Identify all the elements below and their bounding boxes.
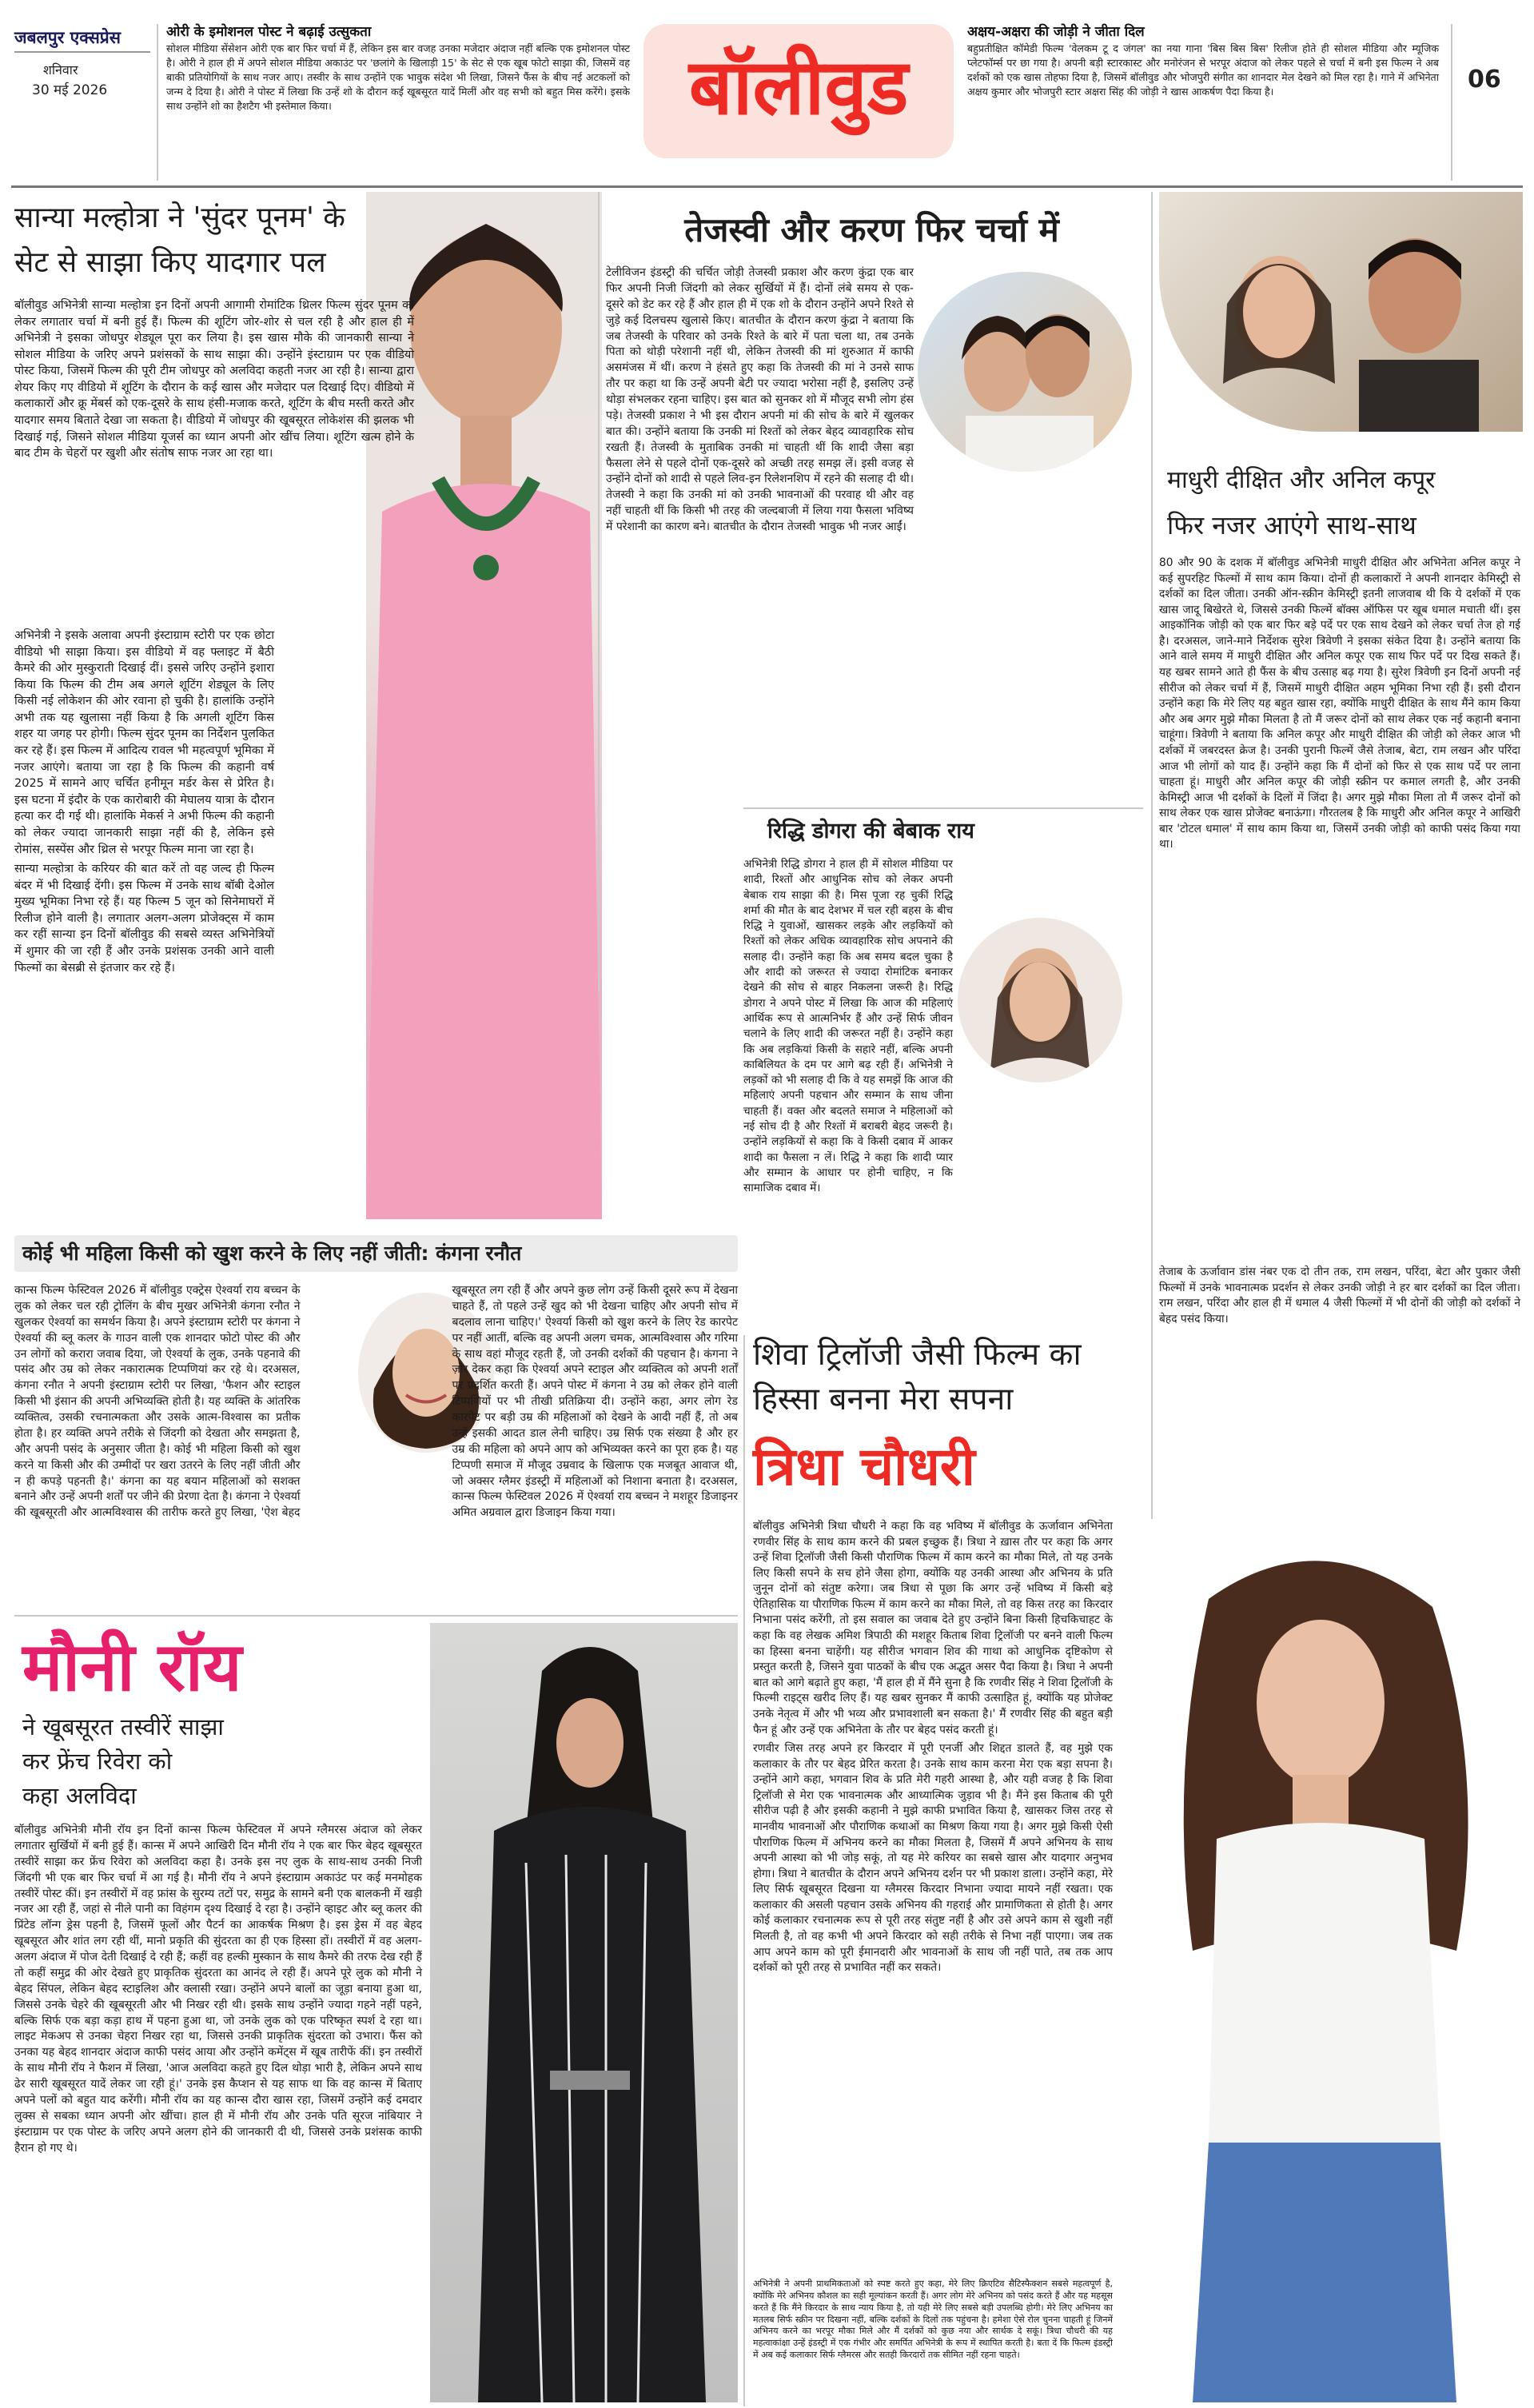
ridhi-para-1: अभिनेत्री रिद्धि डोगरा ने हाल ही में सोशल मीडिया पर शादी, रिश्तों और आधुनिक सोच को लेकर अपनी बेबाक राय साझा की है। मिस पूजा रह चुकीं रिद्धि शर्मा की मौत के बाद देशभर में चल रही बहस के बीच रिद्धि ने युवाओं, खासकर लड़के और लड़कियों को रिश्तों को लेकर अधिक व्यावहारिक सोच अपनाने की सलाह दी। उन्होंने कहा कि अब समय बदल चुका है और शादी को जरूरत से ज्यादा रोमांटिक बनाकर देखने की सोच से बाहर निकलना जरूरी है। रिद्धि डोगरा ने अपने पोस्ट में लिखा कि आज की महिलाएं आर्थिक रूप से आत्मनिर्भर हैं और उन्हें सिर्फ जीवन चलाने के लिए शादी की जरूरत नहीं है। उन्होंने कहा कि अब लड़कियां किसी के सहारे नहीं, बल्कि अपनी काबिलियत के दम पर आगे बढ़ रही हैं। अभिनेत्री ने लड़कों को भी सलाह दी कि वे यह समझें कि आज की महिलाएं अपनी पहचान और सम्मान के साथ जीना चाहती हैं। वक्त और बदलते समाज ने महिलाओं को नई सोच दी है और रिश्तों में बराबरी बेहद जरूरी है। उन्होंने लड़कियों से कहा कि वे किसी दबाव में आकर शादी का फैसला न लें। रिद्धि ने कहा कि शादी प्यार और सम्मान के आधार पर होनी चाहिए, न कि सामाजिक दबाव में।: [743, 858, 953, 1195]
madhuri-headline-2: फिर नजर आएंगे साथ-साथ: [1167, 510, 1416, 540]
ridhi-photo: [958, 918, 1122, 1082]
section-title: बॉलीवुड: [688, 42, 909, 132]
sanya-para-1: बॉलीवुड अभिनेत्री सान्या मल्होत्रा इन दिनों अपनी आगामी रोमांटिक थ्रिलर फिल्म सुंदर पूनम को लेकर लगातार चर्चा में बनी हुई हैं। फिल्म की शूटिंग जोर-शोर से चल रही है और हाल ही में अभिनेत्री ने इसका जोधपुर शेड्यूल पूरा कर लिया है। इस खास मौके की जानकारी सान्या ने सोशल मीडिया के जरिए अपने प्रशंसकों के साथ साझा की। उन्होंने इंस्टाग्राम पर एक वीडियो पोस्ट किया, जिसमें फिल्म की पूरी टीम जोधपुर को अलविदा कहती नजर आ रही है। सान्या द्वारा शेयर किए गए वीडियो में शूटिंग के दौरान के कई खास और मजेदार पल दिखाई दिए। वीडियो में कलाकारों और क्रू मेंबर्स को एक-दूसरे के साथ हंसी-मजाक करते, शूटिंग के बीच मस्ती करते और यादगार समय बिताते देखा जा सकता है। वीडियो में जोधपुर की खूबसूरत लोकेशंस की झलक भी दिखाई गई, जिसने सोशल मीडिया यूजर्स का ध्यान अपनी ओर खींच लिया। शूटिंग खत्म होने के बाद टीम के चेहरों पर खुशी और संतोष साफ नजर आ रहा था।: [14, 299, 414, 460]
story-mouni: [14, 1623, 738, 2402]
tejasswi-para-1: टेलीविजन इंडस्ट्री की चर्चित जोड़ी तेजस्वी प्रकाश और करण कुंद्रा एक बार फिर अपनी निजी जिंदगी को लेकर सुर्खियों में हैं। दोनों लंबे समय से एक-दूसरे को डेट कर रहे हैं और हाल ही में एक शो के दौरान उन्होंने अपने रिश्ते से जुड़े कई दिलचस्प खुलासे किए। बातचीत के दौरान करण कुंद्रा ने बताया कि जब तेजस्वी के परिवार को उनके रिश्ते के बारे में पता चला था, तब उनके पिता को थोड़ी परेशानी नहीं थी, लेकिन तेजस्वी की मां शुरुआत में काफी असमंजस में थीं। करण ने हंसते हुए कहा कि तेजस्वी की मां ने उनसे साफ तौर पर कहा था कि उन्हें अपनी बेटी पर ज्यादा भरोसा नहीं है, इसलिए उन्हें थोड़ा संभलकर रहना चाहिए। इस बात को सुनकर शो में मौजूद सभी लोग हंस पड़े। तेजस्वी प्रकाश ने भी इस दौरान अपनी मां की सोच के बारे में खुलकर बात की। उन्होंने बताया कि उनकी मां रिश्तों को लेकर बेहद व्यावहारिक सोच रखती हैं। तेजस्वी के मुताबिक उनकी मां चाहती थीं कि शादी जैसा बड़ा फैसला लेने से पहले दोनों एक-दूसरे को अच्छी तरह समझ लें। इसी वजह से उन्होंने दोनों को शादी से पहले लिव-इन रिलेशनशिप में रहने की सलाह दी थी। तेजस्वी ने कहा कि उनकी मां को उनकी भावनाओं की परवाह थी और वह नहीं चाहती थीं कि किसी भी तरह की जल्दबाजी में लिया गया फैसला भविष्य में परेशानी का कारण बने। बातचीत के दौरान तेजस्वी भावुक भी नजर आईं।: [606, 266, 914, 533]
mouni-headline-big: मौनी रॉय: [22, 1628, 242, 1706]
tejasswi-headline: तेजस्वी और करण फिर चर्चा में: [684, 210, 1059, 249]
story-tridha: [753, 1335, 1524, 2402]
teaser-right-title: अक्षय-अक्षरा की जोड़ी ने जीता दिल: [967, 24, 1145, 40]
section-banner: [643, 24, 954, 158]
tridha-para-2: रणवीर जिस तरह अपने हर किरदार में पूरी एनर्जी और शिद्दत डालते हैं, वह मुझे एक कलाकार के तौर पर बेहद प्रेरित करता है। उनके साथ काम करना मेरा एक बड़ा सपना है। उन्होंने आगे कहा, भगवान शिव के प्रति मेरी गहरी आस्था है, और यही वजह है कि शिवा ट्रिलॉजी से मेरा एक भावनात्मक और आध्यात्मिक जुड़ाव भी है। मैंने इस किताब की पूरी सीरीज पढ़ी है और इसकी कहानी ने मुझे काफी प्रभावित किया है, खासकर जिस तरह से मानवीय भावनाओं और पौराणिक कथाओं का मिश्रण किया गया है। अगर मुझे किसी ऐसी पौराणिक फिल्म में अभिनय करने का मौका मिलता है, जिसमें मैं अपने अभिनय के साथ अपनी आस्था को भी जोड़ सकूं, तो यह मेरे करियर का सबसे खास और यादगार अनुभव होगा। त्रिधा ने बातचीत के दौरान अपने अभिनय दर्शन पर भी प्रकाश डाला। उन्होंने कहा, मेरे लिए सिर्फ खूबसूरत दिखना या ग्लैमरस किरदार निभाना ज्यादा मायने नहीं रखता। एक कलाकार की असली पहचान उसके अभिनय की गहराई और प्रामाणिकता से होती है। अगर कोई कलाकार रचनात्मक रूप से पूरी तरह संतुष्ट नहीं है और उसे अपने काम से खुशी नहीं मिलती है, तो वह कभी भी अपने किरदार को सही तरीके से निभा नहीं पाएगा। जब तक आप अपने काम को पूरी ईमानदारी और भावनाओं के साथ जी नहीं पाते, तब तक आप दर्शकों को पूरी तरह से प्रभावित नहीं कर सकते।: [753, 1742, 1113, 1975]
couple-figure-2: [1159, 192, 1523, 432]
madhuri-para-1: 80 और 90 के दशक में बॉलीवुड अभिनेत्री माधुरी दीक्षित और अभिनेता अनिल कपूर ने कई सुपरहिट फिल्मों में साथ काम किया। दोनों ही कलाकारों ने अपनी शानदार केमिस्ट्री से दर्शकों का दिल जीता। उनकी ऑन-स्क्रीन केमिस्ट्री इतनी लाजवाब थी कि ये दर्शकों में एक खास जादू बिखेरते थे, जिससे उनकी फिल्में बॉक्स ऑफिस पर खूब धमाल मचाती थीं। इस आइकॉनिक जोड़ी को एक बार फिर बड़े पर्दे पर एक साथ देखने को लेकर चर्चा तेज हो गई है। दरअसल, जाने-माने निर्देशक सुरेश त्रिवेणी ने इसका संकेत दिया है। उन्होंने बताया कि आने वाले समय में माधुरी दीक्षित और अनिल कपूर एक साथ फिर पर्दे पर दिख सकते हैं। यह खबर सामने आते ही फैंस के बीच उत्साह बढ़ गया है। सुरेश त्रिवेणी इन दिनों अपनी नई सीरीज को लेकर चर्चा में हैं, जिसमें माधुरी दीक्षित अहम भूमिका निभा रही हैं। इसी दौरान उन्होंने कहा कि मेरे लिए यह बहुत खास रहा, क्योंकि माधुरी दीक्षित के साथ मैंने काम किया और अब अगर मुझे मौका मिलता है तो मैं जरूर दोनों को साथ लेकर एक नई कहानी बनाना चाहूंगा। त्रिवेणी ने बताया कि अनिल कपूर और माधुरी दीक्षित की जोड़ी को लेकर आज भी दर्शकों में जबरदस्त क्रेज है। उनकी पुरानी फिल्में जैसे तेजाब, बेटा, राम लखन और परिंदा आज भी लोगों को याद हैं। उन्होंने कहा कि मैं दोनों को फिर से एक साथ पर्दे पर लाना चाहता हूं। माधुरी और अनिल कपूर की जोड़ी स्क्रीन पर कमाल लगती है, और उनकी केमिस्ट्री आज भी दर्शकों के दिलों में जिंदा है। अगर मुझे मौका मिला तो मैं जरूर दोनों को साथ लेकर एक खास प्रोजेक्ट बनाऊंगा। गौरतलब है कि माधुरी और अनिल कपूर ने आखिरी बार 'टोटल धमाल' में साथ काम किया था, जिसमें उनकी जोड़ी को काफी पसंद किया गया था।: [1159, 556, 1520, 851]
kangana-para-1: कान्स फिल्म फेस्टिवल 2026 में बॉलीवुड एक्ट्रेस ऐश्वर्या राय बच्चन के लुक को लेकर चल रही ट्रोलिंग के बीच मुखर अभिनेत्री कंगना रनौत ने खुलकर ऐश्वर्या का समर्थन किया है। अपने इंस्टाग्राम स्टोरी पर कंगना ने ऐश्वर्या की ब्लू कलर के गाउन वाली एक शानदार फोटो पोस्ट की और उन लोगों को करारा जवाब दिया, जो ऐश्वर्या के लुक, उनके पहनावे की पसंद और उम्र को लेकर नकारात्मक टिप्पणियां कर रहे थे। दरअसल, कंगना रनौत ने अपनी इंस्टाग्राम स्टोरी पर लिखा, 'फैशन और स्टाइल किसी भी इंसान की अपनी अभिव्यक्ति होती है। यह व्यक्ति के आंतरिक व्यक्तित्व, उसकी रचनात्मकता और उसके आत्म-विश्वास का प्रतीक होता है। हर व्यक्ति अपने तरीके से जिंदगी को देखता और समझता है, और अपनी पसंद के अनुसार जीता है। कोई भी महिला किसी को खुश करने या किसी और की उम्मीदों पर खरा उतरने के लिए नहीं जीती और न ही कपड़े पहनती है।' कंगना का यह बयान महिलाओं को सशक्त बनाने और उन्हें अपनी शर्तों पर जीने की प्रेरणा देता है। कंगना ने ऐश्वर्या की खूबसूरती और आत्मविश्वास की तारीफ करते हुए लिखा, 'ऐश बेहद खूबसूरत लग रही हैं और अपने कुछ लोग उन्हें किसी दूसरे रूप में देखना चाहते हैं, तो पहले उन्हें खुद को भी देखना चाहिए और अपनी सोच में बदलाव लाना चाहिए।' ऐश्वर्या किसी को खुश करने के लिए रेड कारपेट पर नहीं आतीं, बल्कि वह अपनी अलग चमक, आत्मविश्वास और गरिमा के साथ वहां मौजूद रहती हैं, जो उनकी दर्शकों की पहचान है। कंगना ने ज़ोर देकर कहा कि ऐश्वर्या अपने स्टाइल और व्यक्तित्व को अपनी शर्तों पर प्रदर्शित करती हैं। अपने पोस्ट में कंगना ने उम्र को लेकर होने वाली टिप्पणियों पर भी तीखी प्रतिक्रिया दी। उन्होंने कहा, अगर लोग रेड कारपेट पर बड़ी उम्र की महिलाओं को देखने के आदी नहीं हैं, तो अब उन्हें इसकी आदत डाल लेनी चाहिए। उम्र सिर्फ एक संख्या है और हर उम्र की महिला को अपने आप को अभिव्यक्त करने का पूरा हक है। यह टिप्पणी समाज में मौजूद उम्रवाद के खिलाफ एक मजबूत आवाज थी, जो अक्सर ग्लैमर इंडस्ट्री में महिलाओं को निशाना बनाता है। दरअसल, कान्स फिल्म फेस्टिवल 2026 में ऐश्वर्या राय बच्चन ने मशहूर डिजाइनर अमित अग्रवाल द्वारा डिजाइन किया गया।: [14, 1284, 738, 1520]
story-ridhi: [743, 815, 1139, 1327]
teaser-right: [967, 22, 1439, 99]
mouni-para-1: बॉलीवुड अभिनेत्री मौनी रॉय इन दिनों कान्स फिल्म फेस्टिवल में अपने ग्लैमरस अंदाज को लेकर लगातार सुर्खियों में बनी हुई हैं। कान्स में अपने आखिरी दिन मौनी रॉय ने एक बार फिर बेहद खूबसूरत तस्वीरें साझा कर फ्रेंच रिवेरा को अलविदा कहा है। उनके इस नए लुक के साथ-साथ उनकी निजी जिंदगी भी एक बार फिर चर्चा में आ गई है। मौनी रॉय ने अपने इंस्टाग्राम अकाउंट पर कई मनमोहक तस्वीरें पोस्ट कीं। इन तस्वीरों में वह फ्रांस के सुरम्य तटों पर, समुद्र के सामने बनी एक बालकनी में खड़ी नजर आ रही हैं, जहां से नीले पानी का विहंगम दृश्य दिखाई दे रहा है। उन्होंने व्हाइट और ब्लू कलर की प्रिंटेड लॉन्ग ड्रेस पहनी है, जिसमें फूलों और पैटर्न का आकर्षक मिश्रण है। इस ड्रेस में वह बेहद खूबसूरत और शांत लग रही थीं, मानो प्रकृति की सुंदरता का ही एक हिस्सा हों। तस्वीरों में वह अलग-अलग अंदाज में पोज देती दिखाई दे रही हैं; कहीं वह हल्की मुस्कान के साथ कैमरे की तरफ देख रही हैं तो कहीं समुद्र की ओर देखते हुए प्राकृतिक सुंदरता का आनंद ले रही हैं। अपने पूरे लुक को मौनी ने बेहद सिंपल, लेकिन बेहद स्टाइलिश और क्लासी रखा। उन्होंने अपने बालों का जूड़ा बनाया हुआ था, जिससे उनके चेहरे की खूबसूरती और भी निखर रही थी। इसके साथ उन्होंने ज्यादा गहने नहीं पहने, बल्कि सिर्फ एक बड़ा कड़ा हाथ में पहना हुआ था, जो उनके लुक को एक परिष्कृत स्पर्श दे रहा था। लाइट मेकअप से उनका चेहरा निखर रहा था, जिससे उनकी प्राकृतिक सुंदरता को उभारा। फैंस को उनका यह बेहद शानदार अंदाज काफी पसंद आया और उन्होंने कमेंट्स में खूब तारीफें कीं। इन तस्वीरों के साथ मौनी रॉय ने फैशन में लिखा, 'आज अलविदा कहते हुए दिल थोड़ा भारी है, लेकिन अपने साथ ढेर सारी खूबसूरत यादें लेकर जा रही हूं।' उनके इस कैप्शन से यह साफ था कि वह कान्स में बिताए अपने पलों को बहुत याद करेंगी। मौनी रॉय का यह कान्स दौरा खास रहा, जिसमें उन्होंने कई दमदार लुक्स से सबका ध्यान अपनी ओर खींचा। हाल ही में मौनी रॉय और उनके पति सूरज नांबियार ने इंस्टाग्राम पर एक पोस्ट के जरिए अपने अलग होने की जानकारी दी थी, जिससे उनके प्रशंसक काफी हैरान हो गए थे।: [14, 1824, 422, 2155]
teaser-right-body: बहुप्रतीक्षित कॉमेडी फिल्म 'वेलकम टू द जंगल' का नया गाना 'बिस बिस बिस' रिलीज होते ही सोशल मीडिया और म्यूजिक प्लेटफॉर्म्स पर छा गया है। अपनी बड़ी स्टारकास्ट और मनोरंजन से भरपूर अंदाज को लेकर पहले से चर्चा में बनी इस फिल्म ने अब दर्शकों को एक खास तोहफा दिया है, जिसमें बॉलीवुड और भोजपुरी संगीत का शानदार मेल देखने को मिल रहा है। गाने में अभिनेता अक्षय कुमार और भोजपुरी स्टार अक्षरा सिंह की जोड़ी ने खास आकर्षण पैदा किया है।: [967, 42, 1439, 98]
issue-day: शनिवार: [43, 62, 78, 78]
sanya-para-2: अभिनेत्री ने इसके अलावा अपनी इंस्टाग्राम स्टोरी पर एक छोटा वीडियो भी साझा किया। इस वीडियो में वह फ्लाइट में बैठी कैमरे की ओर मुस्कुराती दिखाई दीं। इससे जरिए उन्होंने इशारा किया कि फिल्म की टीम अब अगले शूटिंग शेड्यूल के लिए किसी नई लोकेशन की ओर रवाना हो चुकी है। हालांकि उन्होंने अभी तक यह खुलासा नहीं किया है कि अगली शूटिंग किस शहर या जगह पर होगी। फिल्म सुंदर पूनम का निर्देशन पुलकित कर रहे हैं। इस फिल्म में आदित्य रावल भी महत्वपूर्ण भूमिका में नजर आएंगे। बताया जा रहा है कि फिल्म की कहानी वर्ष 2025 में सामने आए चर्चित हनीमून मर्डर केस से प्रेरित है। इस घटना में इंदौर के एक कारोबारी की मेघालय यात्रा के दौरान हत्या कर दी गई थी। हालांकि मेकर्स ने अभी फिल्म की कहानी को लेकर ज्यादा जानकारी साझा नहीं की है, लेकिन इसे रोमांस, सस्पेंस और थ्रिल से भरपूर फिल्म माना जा रहा है।: [14, 629, 274, 856]
masthead: [0, 0, 1534, 181]
mouni-headline-sub-1: ने खूबसूरत तस्वीरें साझा: [22, 1713, 224, 1740]
mouni-figure: [430, 1623, 738, 2402]
story-kangana: [14, 1235, 738, 1611]
issue-date: 30 मई 2026: [32, 82, 108, 98]
madhuri-anil-photo: [1159, 192, 1523, 432]
tridha-para-3: अभिनेत्री ने अपनी प्राथमिकताओं को स्पष्ट करते हुए कहा, मेरे लिए क्रिएटिव सैटिस्फैक्शन सबसे महत्वपूर्ण है, क्योंकि मेरे अभिनय कौशल का सही मूल्यांकन करती हैं। अगर लोग मेरे अभिनय को पसंद करते हैं और यह महसूस करते हैं कि मैंने किरदार के साथ न्याय किया है, तो यही मेरे लिए सबसे बड़ी उपलब्धि होगी। मेरे लिए अभिनय का मतलब सिर्फ स्क्रीन पर दिखना नहीं, बल्कि दर्शकों के दिलों तक पहुंचना है। हमेशा ऐसे रोल चुनना चाहती हूं जिनमें अभिनय करने का भरपूर मौका मिले और मैं दर्शकों को कुछ नया और सार्थक दे सकूं। त्रिधा चौधरी की यह महत्वाकांक्षा उन्हें इंडस्ट्री में एक गंभीर और समर्पित अभिनेत्री के रूप में स्थापित करती है। बता दें कि फिल्म इंडस्ट्री में अब कई कलाकार सिर्फ ग्लैमरस और सतही किरदारों तक सीमित नहीं रहना चाहते।: [753, 2278, 1113, 2361]
sanya-para-3: सान्या मल्होत्रा के करियर की बात करें तो वह जल्द ही फिल्म बंदर में भी दिखाई देंगी। इस फिल्म में उनके साथ बॉबी देओल मुख्य भूमिका निभा रहे हैं। यह फिल्म 5 जून को सिनेमाघरों में रिलीज होने वाली है। लगातार अलग-अलग प्रोजेक्ट्स में काम कर रहीं सान्या इन दिनों बॉलीवुड की सबसे व्यस्त अभिनेत्रियों में शुमार की जा रही हैं और उनके प्रशंसक उनकी आने वाली फिल्मों का बेसब्री से इंतजार कर रहे हैं।: [14, 863, 274, 975]
story-sanya: [14, 192, 590, 1219]
paper-name: जबलपुर एक्सप्रेस: [14, 27, 121, 47]
mouni-headline-sub-3: कहा अलविदा: [22, 1782, 137, 1809]
kangana-headline: कोई भी महिला किसी को खुश करने के लिए नहीं जीती: कंगना रनौत: [22, 1242, 522, 1265]
teaser-left-body: सोशल मीडिया सेंसेशन ओरी एक बार फिर चर्चा में हैं, लेकिन इस बार वजह उनका मजेदार अंदाज नहीं बल्कि एक इमोशनल पोस्ट है। ओरी ने हाल ही में अपने सोशल मीडिया अकाउंट पर 'छलांगे के खिलाड़ी 15' के सेट से एक खूब फोटो साझा की, जिसमें वह बाकी प्रतियोगियों के साथ नजर आए। तस्वीर के साथ उन्होंने एक भावुक संदेश भी लिखा, जिसने फैंस के बीच नई अटकलों को जन्म दे दिया है। ओरी ने पोस्ट में लिखा कि उन्हें शो के दौरान कई खूबसूरत यादें मिलीं और वह सभी को बहुत मिस करेंगे। इसके साथ उन्होंने शो का हैशटैग भी इस्तेमाल किया।: [166, 42, 630, 112]
tridha-headline-2: हिस्सा बनना मेरा सपना: [753, 1381, 1014, 1417]
teaser-left-title: ओरी के इमोशनल पोस्ट ने बढ़ाई उत्सुकता: [166, 24, 372, 40]
ridhi-figure: [958, 918, 1122, 1082]
ridhi-headline: रिद्धि डोगरा की बेबाक राय: [767, 819, 974, 843]
teaser-left: [166, 22, 630, 114]
kangana-headline-bar: [14, 1235, 738, 1272]
paper-logo: [14, 27, 150, 176]
story-tejasswi: [606, 192, 1138, 640]
story-madhuri: [1159, 192, 1523, 1503]
madhuri-para-2: तेजाब के ऊर्जावान डांस नंबर एक दो तीन तक, राम लखन, परिंदा, बेटा और पुकार जैसी फिल्मों में उनके भावनात्मक प्रदर्शन से लेकर उनकी जोड़ी ने हर बार दर्शकों का दिल जीता। राम लखन, परिंदा और हाल ही में धमाल 4 जैसी फिल्मों में भी दोनों की जोड़ी को दर्शकों ने बेहद पसंद किया।: [1159, 1266, 1520, 1326]
sanya-headline-2: सेट से साझा किए यादगार पल: [14, 246, 326, 279]
page-number: 06: [1468, 66, 1501, 94]
madhuri-headline-1: माधुरी दीक्षित और अनिल कपूर: [1167, 466, 1436, 494]
tridha-photo: [1121, 1535, 1524, 2402]
mouni-photo: [430, 1623, 738, 2402]
tridha-figure: [1121, 1535, 1524, 2402]
tridha-headline-1: शिवा ट्रिलॉजी जैसी फिल्म का: [753, 1337, 1082, 1373]
tejasswi-karan-photo: [918, 272, 1132, 472]
sanya-headline-1: सान्या मल्होत्रा ने 'सुंदर पूनम' के: [14, 201, 345, 234]
couple-figure: [918, 272, 1132, 472]
mouni-headline-sub-2: कर फ्रेंच रिवेरा को: [22, 1748, 173, 1775]
tridha-para-1: बॉलीवुड अभिनेत्री त्रिधा चौधरी ने कहा कि वह भविष्य में बॉलीवुड के ऊर्जावान अभिनेता रणवीर सिंह के साथ काम करने की प्रबल इच्छुक हैं। त्रिधा ने ख़ास तौर पर कहा कि अगर उन्हें शिवा ट्रिलॉजी जैसी किसी पौराणिक फिल्म में काम करने का मौका मिले, तो यह उनके लिए किसी सपने के सच होने जैसा होगा, क्योंकि यह उनकी आस्था और अभिनय के प्रति जुनून दोनों को संतुष्ट करेगा। जब त्रिधा से पूछा कि अगर उन्हें भविष्य में किसी बड़े ऐतिहासिक या पौराणिक फिल्म में काम करने का मौका मिले, तो वह किस तरह का किरदार निभाना पसंद करेंगी, तो इस सवाल का जवाब देते हुए उन्होंने बिना किसी हिचकिचाहट के कहा कि वह लेखक अमिश त्रिपाठी की मशहूर किताब शिवा ट्रिलॉजी पर बनने वाली फिल्म का हिस्सा बनना चाहेंगी। यह सीरीज भगवान शिव की गाथा को आधुनिक दृष्टिकोण से प्रस्तुत करती है, जिसने युवा पाठकों के बीच एक अद्भुत असर पैदा किया है। त्रिधा ने अपनी बात को आगे बढ़ाते हुए कहा, 'मैं हाल ही में मैंने सुना है कि रणवीर सिंह ने शिवा ट्रिलॉजी के फिल्मी राइट्स खरीद लिए हैं। यह खबर सुनकर मैं काफी उत्साहित हूं, क्योंकि यह प्रोजेक्ट उनके नेतृत्व में और भी भव्य और प्रभावशाली बन सकता है।' मैं रणवीर सिंह की बहुत बड़ी फैन हूं और उन्हें एक अभिनेता के तौर पर बेहद पसंद करती हूं।: [753, 1520, 1113, 1736]
tridha-headline-name: त्रिधा चौधरी: [753, 1436, 975, 1497]
masthead-rule: [11, 185, 1523, 188]
